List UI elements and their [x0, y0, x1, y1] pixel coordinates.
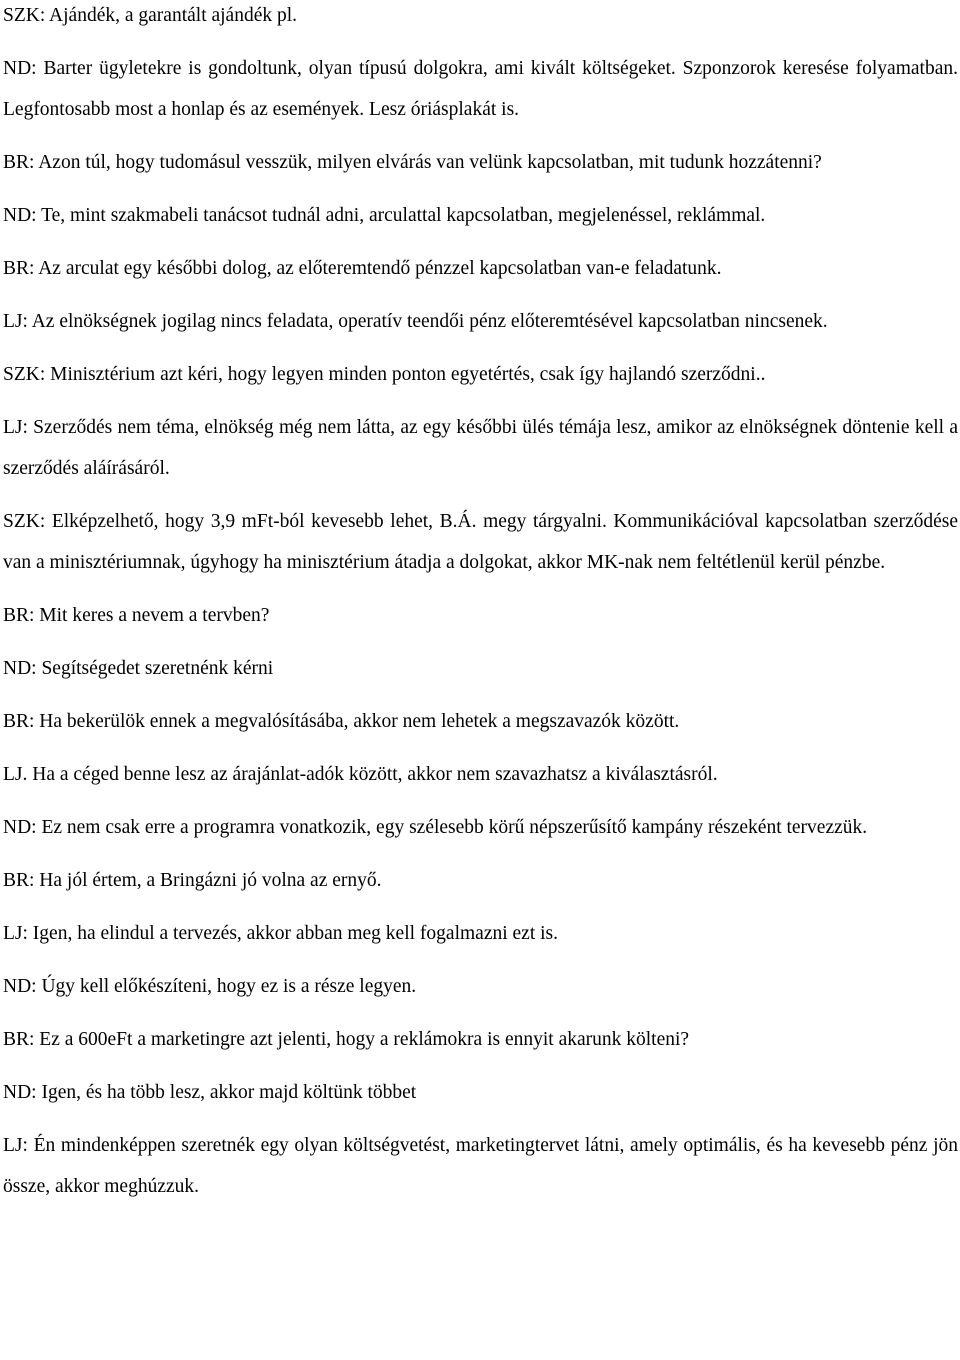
paragraph-14: ND: Ez nem csak erre a programra vonatkozik, egy szélesebb körű népszerűsítő kampány részeként tervezzük. — [3, 817, 868, 838]
paragraph-18: BR: Ez a 600eFt a marketingre azt jelenti, hogy a reklámokra is ennyit akarunk költeni? — [3, 1029, 690, 1050]
paragraph-19: ND: Igen, és ha több lesz, akkor majd költünk többet — [3, 1082, 417, 1103]
paragraph-11: ND: Segítségedet szeretnénk kérni — [3, 658, 274, 679]
paragraph-20: LJ: Én mindenképpen szeretnék egy olyan költségvetést, marketingtervet látni, amely optimális, és ha kevesebb pénz jön össze, akkor meghúzzuk. — [3, 1135, 958, 1197]
paragraph-9: SZK: Elképzelhető, hogy 3,9 mFt-ból kevesebb lehet, B.Á. megy tárgyalni. Kommunikációval kapcsolatban szerződése van a minisztériumnak, úgyhogy ha minisztérium átadja a dolgokat, akkor MK-nak nem feltétlenül kerül pénzbe. — [3, 511, 958, 573]
paragraph-13: LJ. Ha a céged benne lesz az árajánlat-adók között, akkor nem szavazhatsz a kiválasztásról. — [3, 764, 718, 785]
paragraph-7: SZK: Minisztérium azt kéri, hogy legyen minden ponton egyetértés, csak így hajlandó szerződni.. — [3, 364, 766, 385]
paragraph-17: ND: Úgy kell előkészíteni, hogy ez is a része legyen. — [3, 976, 417, 997]
paragraph-16: LJ: Igen, ha elindul a tervezés, akkor abban meg kell fogalmazni ezt is. — [3, 923, 558, 944]
paragraph-15: BR: Ha jól értem, a Bringázni jó volna az ernyő. — [3, 870, 382, 891]
paragraph-3: BR: Azon túl, hogy tudomásul vesszük, milyen elvárás van velünk kapcsolatban, mit tudunk hozzátenni? — [3, 152, 822, 173]
paragraph-12: BR: Ha bekerülök ennek a megvalósításába, akkor nem lehetek a megszavazók között. — [3, 711, 680, 732]
paragraph-1: SZK: Ajándék, a garantált ajándék pl. — [3, 5, 298, 26]
paragraph-8: LJ: Szerződés nem téma, elnökség még nem látta, az egy későbbi ülés témája lesz, amikor az elnökségnek döntenie kell a szerződés aláírásáról. — [3, 417, 958, 479]
paragraph-10: BR: Mit keres a nevem a tervben? — [3, 605, 270, 626]
paragraph-2: ND: Barter ügyletekre is gondoltunk, olyan típusú dolgokra, ami kivált költségeket. Szponzorok keresése folyamatban. Legfontosabb most a honlap és az események. Lesz óriásplakát is. — [3, 58, 958, 120]
paragraph-5: BR: Az arculat egy későbbi dolog, az előteremtendő pénzzel kapcsolatban van-e feladatunk. — [3, 258, 722, 279]
paragraph-4: ND: Te, mint szakmabeli tanácsot tudnál adni, arculattal kapcsolatban, megjelenéssel, reklámmal. — [3, 205, 766, 226]
paragraph-6: LJ: Az elnökségnek jogilag nincs feladata, operatív teendői pénz előteremtésével kapcsolatban nincsenek. — [3, 311, 828, 332]
